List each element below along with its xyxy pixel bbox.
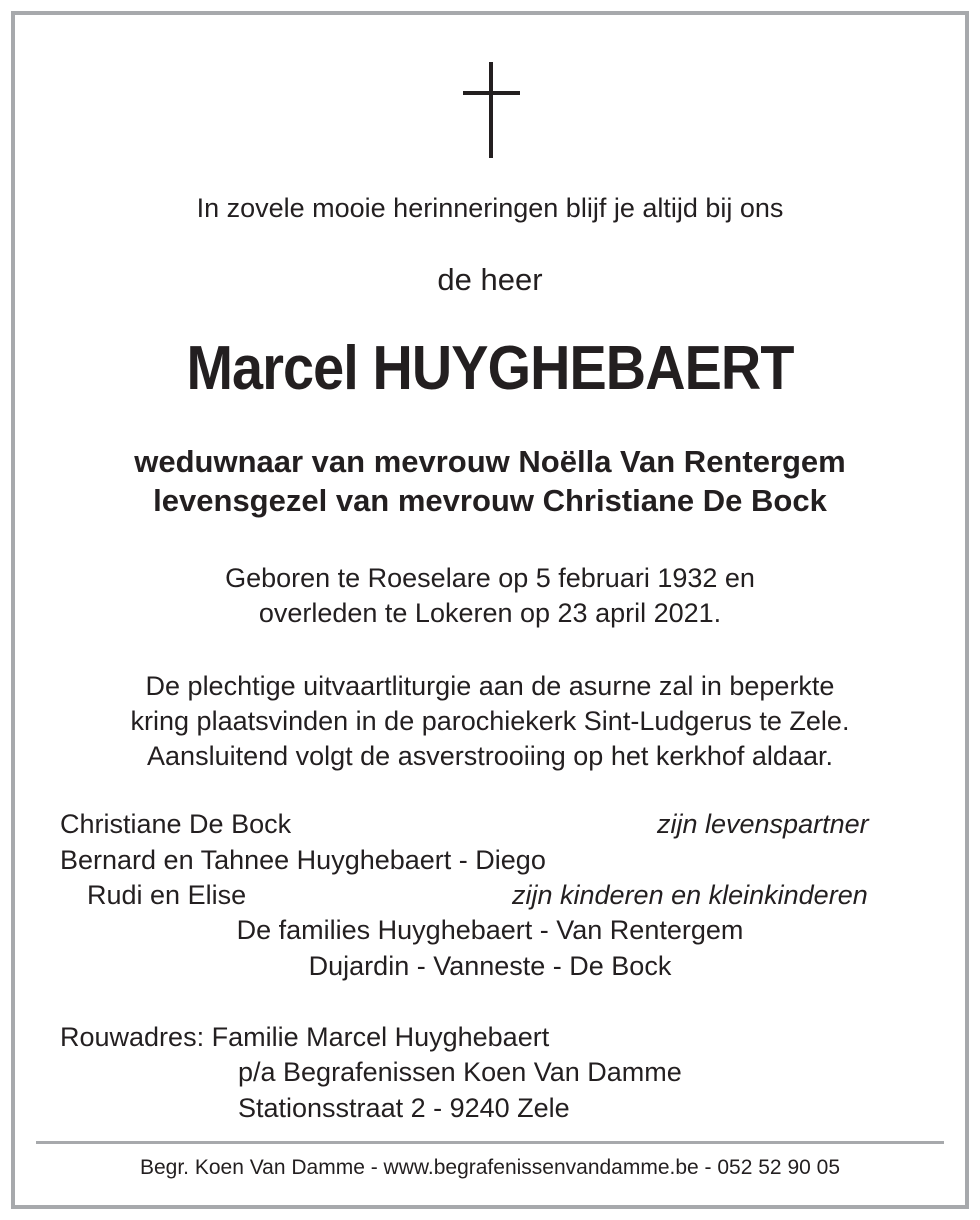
family-children-line-1: Bernard en Tahnee Huyghebaert - Diego — [60, 845, 546, 875]
deceased-name: Marcel HUYGHEBAERT — [186, 334, 794, 403]
ceremony-line-1: De plechtige uitvaartliturgie aan de asurne zal in beperkte — [145, 671, 835, 701]
relation-widower: weduwnaar van mevrouw Noëlla Van Rentergem — [134, 444, 846, 479]
death-line: overleden te Lokeren op 23 april 2021. — [258, 598, 722, 628]
address-line-2: p/a Begrafenissen Koen Van Damme — [238, 1057, 682, 1087]
address-line-3: Stationsstraat 2 - 9240 Zele — [238, 1093, 570, 1123]
cross-icon — [0, 62, 980, 158]
honorific-title: de heer — [437, 262, 543, 297]
footer-funeral-home: Begr. Koen Van Damme - www.begrafenissenvandamme.be - 052 52 90 05 — [139, 1156, 840, 1179]
family-partner-name: Christiane De Bock — [60, 809, 292, 839]
ceremony-line-2: kring plaatsvinden in de parochiekerk Sint-Ludgerus te Zele. — [130, 706, 850, 736]
footer-divider — [36, 1141, 944, 1144]
birth-line: Geboren te Roeselare op 5 februari 1932 en — [225, 563, 755, 593]
families-line-1: De families Huyghebaert - Van Rentergem — [236, 915, 744, 945]
cross-icon-horizontal — [463, 91, 520, 95]
family-partner-role: zijn levenspartner — [657, 809, 869, 839]
memorial-motto: In zovele mooie herinneringen blijf je altijd bij ons — [196, 193, 784, 223]
relation-partner: levensgezel van mevrouw Christiane De Bock — [153, 483, 827, 518]
cross-icon-vertical — [489, 62, 493, 158]
family-children-line-2: Rudi en Elise — [87, 880, 247, 910]
family-children-role: zijn kinderen en kleinkinderen — [512, 880, 868, 910]
families-line-2: Dujardin - Vanneste - De Bock — [308, 951, 672, 981]
ceremony-line-3: Aansluitend volgt de asverstrooiing op het kerkhof aldaar. — [147, 741, 833, 771]
address-line-1: Rouwadres: Familie Marcel Huyghebaert — [60, 1022, 550, 1052]
